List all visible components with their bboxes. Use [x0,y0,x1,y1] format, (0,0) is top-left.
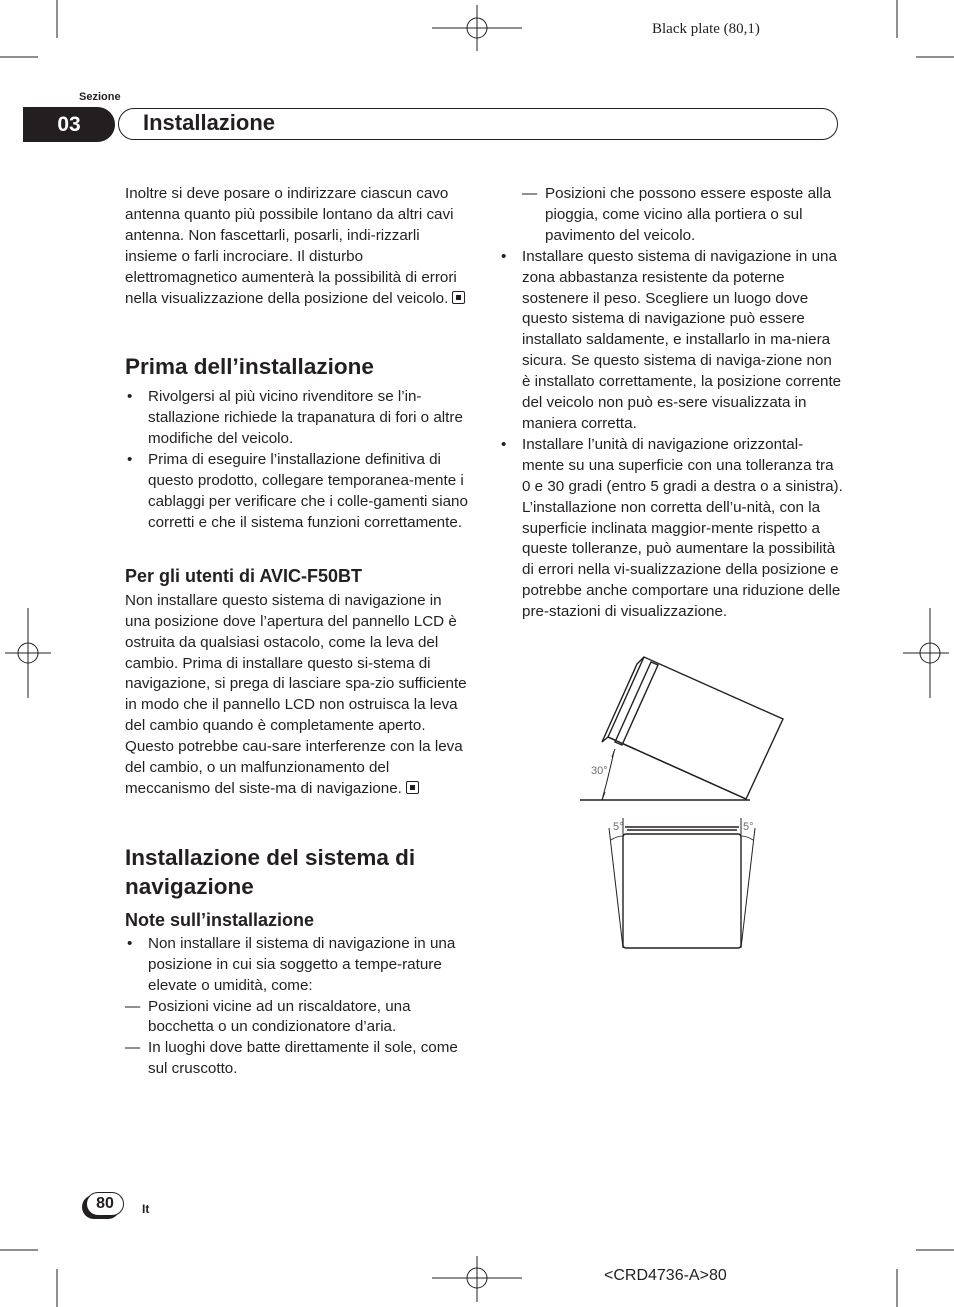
left-column [125,184,470,1080]
avic-paragraph [125,591,470,800]
end-mark-icon [452,291,465,304]
avic-text: Non installare questo sistema di navigazione in una posizione dove l’apertura del pannello LCD è ostruita da qualsiasi ostacolo, come la leva del cambio. Prima di installare questo si-stema di navigazione, si prega di lasciare spa-zio sufficiente in modo che il pannello LCD non ostruisca la leva del cambio quando è completamente aperto. Questo potrebbe cau-sare interferenze con la leva del cambio, o un malfunzionamento del meccanismo del siste-ma di navigazione. [125,591,467,797]
heading-installazione: Installazione del sistema di navigazione [125,844,416,899]
list-item: • Non installare il sistema di navigazione in una posizione in cui sia soggetto a tempe-rature elevate o umidità, come: [125,934,470,997]
end-mark-icon [406,781,419,794]
list-item: • Installare questo sistema di navigazione in una zona abbastanza resistente da poterne sostenere il peso. Scegliere un luogo dove questo sistema di navigazione può essere installato saldamente, e installarlo in ma-niera sicura. Se questo sistema di naviga-zione non è installato correttamente, la posizione corrente del veicolo non può es-sere visualizzata in maniera corretta. [499,247,844,435]
language-code: It [142,1202,150,1216]
list-subitem: — Posizioni vicine ad un riscaldatore, una bocchetta o un condizionatore d’aria. [125,997,411,1036]
list-subitem-text: Posizioni che possono essere esposte alla pioggia, come vicino alla portiera o sul pavimento del veicolo. [545,185,832,244]
heading-prima: Prima dell’installazione [125,354,374,380]
section-number-badge: 03 [23,107,115,142]
document-code: <CRD4736-A>80 [604,1267,727,1284]
heading-note: Note sull’installazione [125,909,315,930]
right-column [499,184,844,623]
page-number: 80 [86,1192,124,1216]
intro-paragraph [125,184,470,309]
installation-angle-diagram [575,650,790,955]
list-subitem: — In luoghi dove batte direttamente il sole, come sul cruscotto. [125,1039,458,1078]
list-subitem-text: Posizioni vicine ad un riscaldatore, una bocchetta o un condizionatore d’aria. [148,997,411,1036]
heading-avic: Per gli utenti di AVIC-F50BT [125,565,363,586]
list-item: • Prima di eseguire l’installazione definitiva di questo prodotto, collegare temporanea-mente i cablaggi per verificare che i colle-gamenti siano corretti e che il sistema funzioni correttamente. [125,450,470,534]
angle-left-label: 5° [613,821,624,833]
angle-right-label: 5° [743,821,754,833]
list-subitem-text: In luoghi dove batte direttamente il sole, come sul cruscotto. [148,1039,458,1078]
list-subitem: — Posizioni che possono essere esposte alla pioggia, come vicino alla portiera o sul pavimento del veicolo. [522,185,832,244]
list-item: • Rivolgersi al più vicino rivenditore se l’in-stallazione richiede la trapanatura di fori o altre modifiche del veicolo. [125,387,470,450]
list-item: • Installare l’unità di navigazione orizzontal-mente su una superficie con una tolleranza tra 0 e 30 gradi (entro 5 gradi a destra o a sinistra). L’installazione non corretta dell’u-nità, con la superficie inclinata maggior-mente rispetto a queste tolleranze, può aumentare la possibilità di errori nella vi-sualizzazione della posizione e potrebbe anche comportare una riduzione delle pre-stazioni di visualizzazione. [499,435,844,623]
section-label: Sezione [79,91,121,103]
plate-label: Black plate (80,1) [652,21,760,37]
section-title: Installazione [143,110,276,135]
intro-text: Inoltre si deve posare o indirizzare ciascun cavo antenna quanto più possibile lontano da altri cavi antenna. Non fascettarli, posarli, indi-rizzarli insieme o farli incrociare. Il disturbo elettromagnetico aumenterà la possibilità di errori nella visualizzazione della posizione del veicolo. [125,185,457,307]
angle-tilt-label: 30° [591,765,608,777]
